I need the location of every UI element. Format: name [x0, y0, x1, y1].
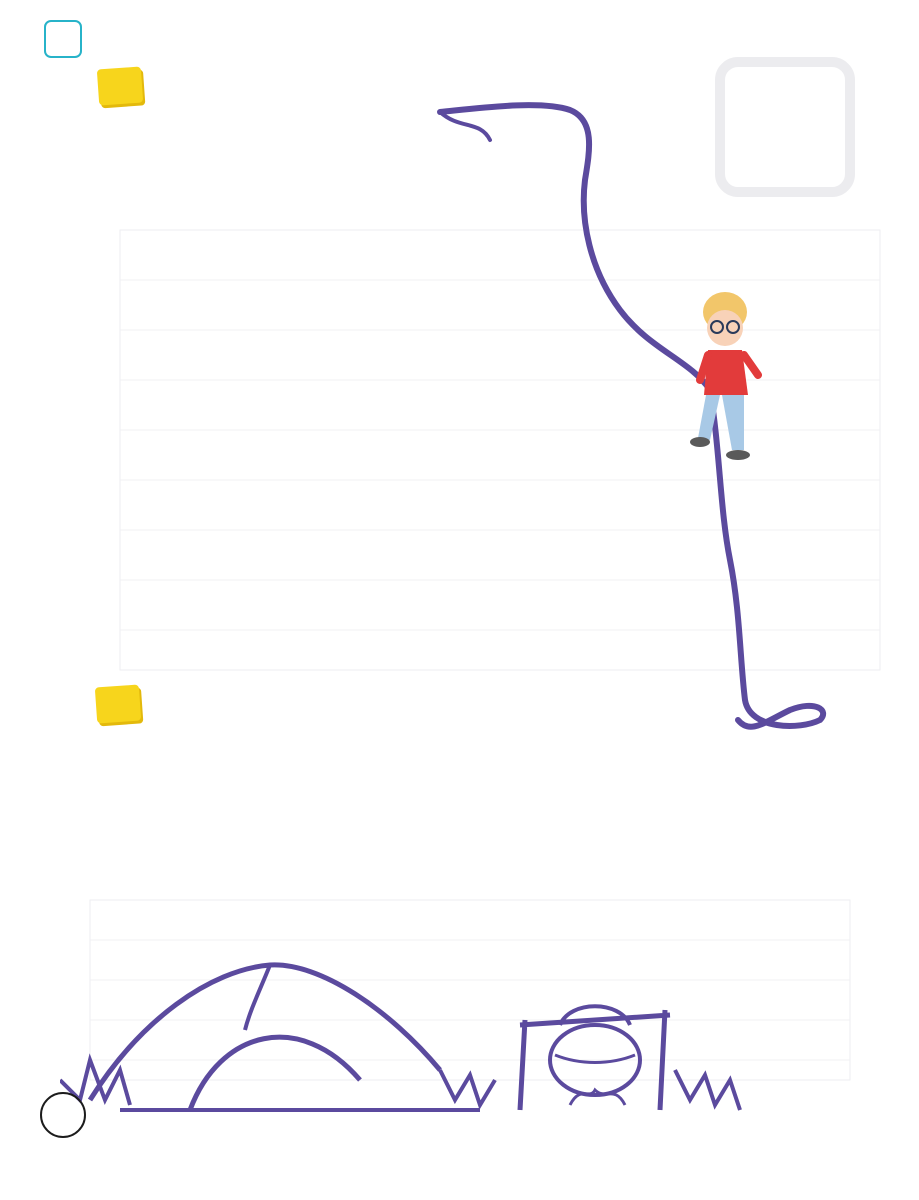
task-4-badge: [95, 685, 141, 724]
rope-illustration: [420, 90, 840, 750]
tent-illustration: [60, 950, 500, 1130]
page-number: [40, 1092, 86, 1138]
task-3-badge: [97, 67, 143, 106]
chapter-number-box: [44, 20, 82, 58]
campfire-pot-illustration: [510, 990, 770, 1140]
boy-illustration: [670, 290, 770, 470]
